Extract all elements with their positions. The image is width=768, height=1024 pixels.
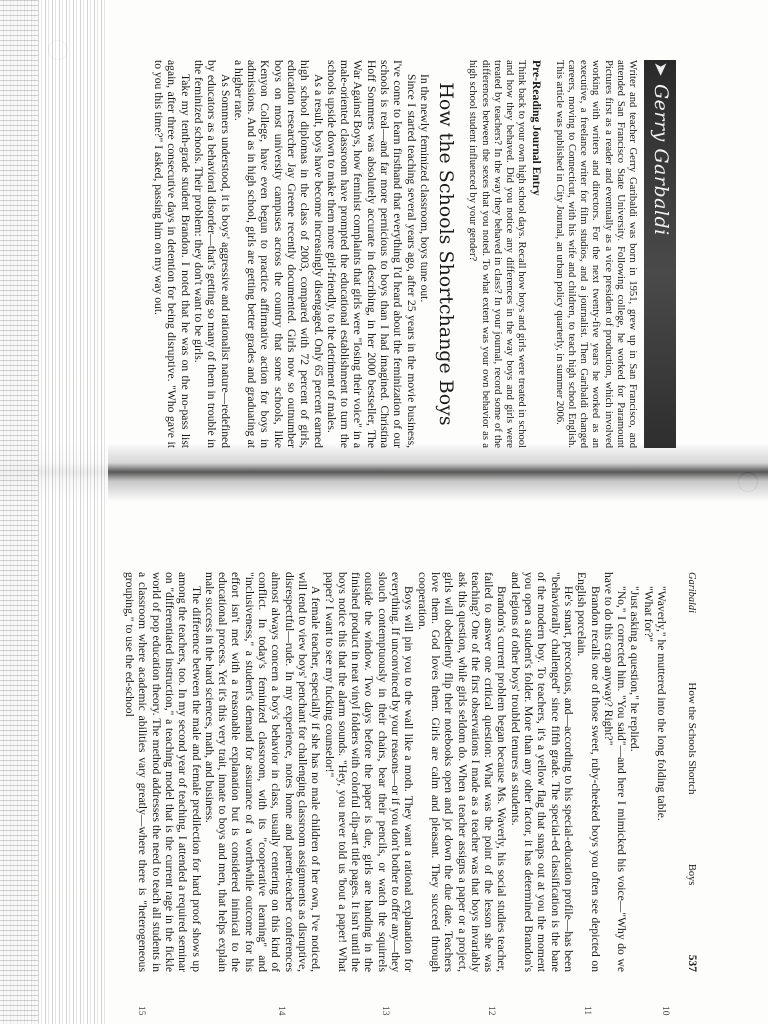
essay-paragraph: Take my tenth-grade student Brandon. I noted that he was on the no-pass list again, after three consecutive days in detention for being disruptive. "Who gave it to you this time?" I asked, passing him on my way out. (152, 60, 192, 448)
book-gutter-shadow (0, 442, 768, 502)
paragraph-number: 11 (582, 1006, 592, 1016)
essay-paragraph: A female teacher, especially if she has no male children of her own, I've noticed, will tend to view boys' penchant for challenging classroom assignments as disruptive, disrespectful—rude. In my experience, notes home and parent-teacher conferences almost always concern a boy's behavior in class, usually centering on this kind of conflict. In today's feminized classroom, with its "cooperative learning" and "inclusiveness," a student's demand for assurance of a worthwhile outcome for his effort isn't met with a reasonable explanation but is considered inimical to the educational process. Yet it's this very trait, innate to boys and men, that helps explain male success in the hard sciences, math, and business. (202, 572, 323, 972)
paragraph-number: 15 (136, 1006, 146, 1016)
paragraph-number: 10 (660, 1006, 670, 1016)
essay-paragraph: As a result, boys have become increasingly disengaged. Only 65 percent earned high school diplomas in the class of 2003, compared with 72 percent of girls, education researcher Jay Greene recently documented. Girls now so outnumber boys on most university campuses across the country that some schools, like Kenyon College, have even begun to practice affirmative action for boys in admissions. And as in high school, girls are getting better grades and graduating at a higher rate. (231, 60, 325, 448)
essay-paragraph: "What for?" (641, 586, 655, 643)
essay-paragraph: The difference between the male and female predilection for hard proof shows up among the teachers, too. In my second year of teaching, I attended a required seminar on "differentiated instruction," a teaching model that is the current rage in the fickle world of pop education theory. The method addresses the need to teach all students in a classroom where academic abilities vary greatly—where there is "heterogeneous grouping," to use the ed-school (123, 572, 203, 972)
chevron-right-icon: ➤ (650, 61, 671, 77)
left-page (152, 60, 676, 448)
essay-paragraph: Brandon's current problem began because Ms. Waverly, his social studies teacher, failed to answer one critical question: What was the point of the lesson she was teaching? One of the first observations I made as a teacher was that boys invariably ask this question, while girls seldom do. When a teacher assigns a paper or a project, girls will obediently flip their notebooks open and jot down the due date. Teachers love them. God loves them. Girls are calm and pleasant. They succeed through cooperation. (415, 572, 509, 972)
running-head-section: Boys (686, 863, 698, 886)
running-head-author: Garibaldi (686, 572, 698, 613)
journal-prompt: Think back to your own high school days. Recall how boys and girls were treated in school and how they behaved. Did you notice any differences in the way boys and girls were treated by teachers? In the way they behaved in class? In your journal, record some of the differences between the sexes that you noted. To what extent was your own behavior as a high school student influenced by your gender? (467, 60, 528, 448)
essay-paragraph: Since I started teaching several years ago, after 25 years in the movie business, I've come to learn firsthand that everything I'd heard about the feminization of our schools is real—and far more pernicious to boys than I had imagined. Christina Hoff Sommers was absolutely accurate in describing, in her 2000 bestseller, The War Against Boys, how feminist complaints that girls were "losing their voice" in a male-oriented classroom have prompted the educational establishment to turn the schools upside down to make them more girl-friendly, to the detriment of males. (324, 60, 418, 448)
essay-paragraph: He's smart, precocious, and—according to his special-education profile—has been "behaviorally challenged" since fifth grade. The special-ed classification is the bane of the modern boy. To teachers, it's a yellow flag that snaps out at you the moment you open a student's folder. More than any other factor, it has determined Brandon's and legions of other boys' troubled tenures as students. (508, 572, 575, 972)
essay-paragraph: "Waverly," he muttered into the long folding table. (655, 586, 668, 821)
essay-paragraph: "No," I corrected him. "You said"—and here I mimicked his voice—"Why do we have to do this crap anyway? Right?" (601, 572, 629, 972)
essay-paragraph: In the newly feminized classroom, boys tune out. (417, 74, 431, 303)
essay-paragraph: Boys will pin you to the wall like a moth. They want a rational explanation for everything. If unconvinced by your reasons—or if you don't bother to offer any—they slouch contemptuously in their chairs, bear their pencils, or watch the squirrels outside the window. Two days before the paper is due, girls are handing in the finished product in neat vinyl folders with colorful clip-art title pages. It isn't until the boys notice this that the alarm sounds. "Hey, you never told us 'bout a paper! What paper? I want to see my fucking counselor!" (322, 572, 416, 972)
paragraph-number: 14 (276, 1006, 286, 1016)
essay-paragraph: "Just asking a question," he replied. (628, 586, 642, 752)
journal-heading: Pre-Reading Journal Entry (529, 60, 543, 196)
essay-paragraph: As Sommers understood, it is boys' aggressive and rationalist nature—redefined by educators as a behavioral disorder—that's getting so many of them in trouble in the feminized schools. Their problem: they don't want to be girls. (191, 60, 232, 448)
author-name: Gerry Garbaldi (649, 84, 672, 236)
running-head-title: How the Schools Shortch (686, 682, 698, 795)
page-edge-streaks-fine (0, 0, 38, 1024)
author-banner (644, 60, 676, 448)
running-head (686, 572, 698, 972)
page-number: 537 (686, 954, 698, 972)
paragraph-number: 12 (486, 1006, 496, 1016)
essay-paragraph: Brandon recalls one of those sweet, ruby-cheeked boys you often see depicted on English porcelain. (575, 572, 602, 972)
paragraph-number: 13 (380, 1006, 390, 1016)
essay-title: How the Schools Shortchange Boys (435, 82, 458, 426)
right-page (123, 572, 668, 972)
author-bio: Writer and teacher Gerry Garibaldi was born in 1951, grew up in San Francisco, and attended San Francisco State University. Following college, he worked for Paramount Pictures first as a reader and eventually as a vice president of production, which involved working with writers and directors. For the next twenty-five years he worked as an executive, a freelance writer for film studios, and a journalist. Then Garibaldi changed careers, moving to Connecticut, with his wife and children, to teach high school English. This article was published in City Journal, an urban policy quarterly, in summer 2006. (553, 60, 638, 448)
